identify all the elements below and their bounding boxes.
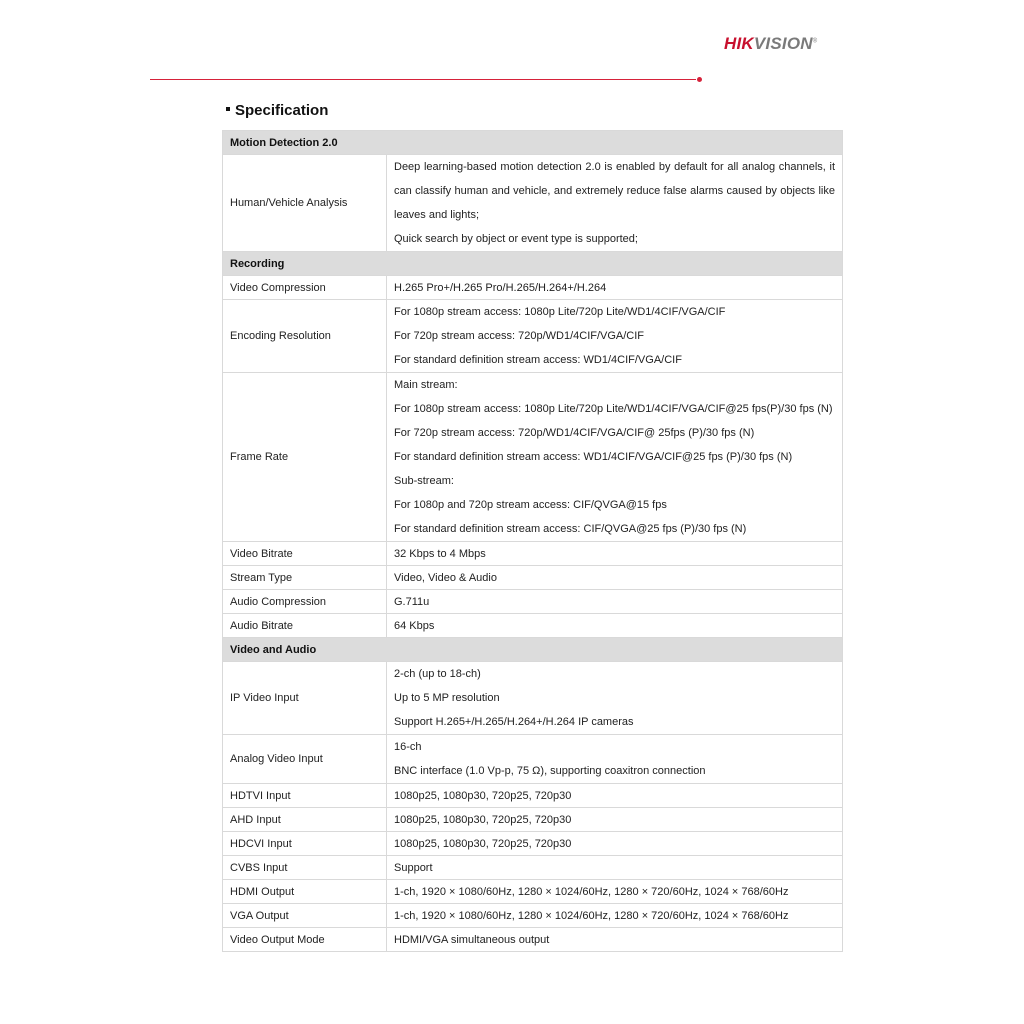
- row-label: VGA Output: [223, 904, 387, 928]
- row-label: IP Video Input: [223, 662, 387, 735]
- specification-table: [222, 130, 843, 952]
- row-value: 1080p25, 1080p30, 720p25, 720p30: [387, 808, 843, 832]
- row-label: Encoding Resolution: [223, 300, 387, 373]
- table-row: [223, 856, 843, 880]
- hikvision-logo: HIKVISION®: [724, 34, 818, 53]
- table-row: [223, 784, 843, 808]
- row-value: 64 Kbps: [387, 614, 843, 638]
- row-value: 1080p25, 1080p30, 720p25, 720p30: [387, 832, 843, 856]
- page-title: Specification: [226, 102, 328, 119]
- row-value: 2-ch (up to 18-ch) Up to 5 MP resolution Support H.265+/H.265/H.264+/H.264 IP cameras: [387, 662, 843, 735]
- table-row: [223, 155, 843, 252]
- row-label: CVBS Input: [223, 856, 387, 880]
- row-label: Video Bitrate: [223, 542, 387, 566]
- table-row: [223, 373, 843, 542]
- row-value: Deep learning-based motion detection 2.0 is enabled by default for all analog channels, it can classify human and vehicle, and extremely reduce false alarms caused by objects like leaves and lights; Quick search by object or event type is supported;: [387, 155, 843, 252]
- row-value: HDMI/VGA simultaneous output: [387, 928, 843, 952]
- row-value: H.265 Pro+/H.265 Pro/H.265/H.264+/H.264: [387, 276, 843, 300]
- table-row: [223, 542, 843, 566]
- row-value: G.711u: [387, 590, 843, 614]
- table-row: [223, 276, 843, 300]
- row-label: Audio Bitrate: [223, 614, 387, 638]
- row-label: Analog Video Input: [223, 735, 387, 784]
- row-label: Frame Rate: [223, 373, 387, 542]
- section-header-video-audio: Video and Audio: [223, 638, 843, 662]
- row-value: 32 Kbps to 4 Mbps: [387, 542, 843, 566]
- header-divider-dot: [697, 77, 702, 82]
- bullet-icon: [226, 107, 230, 111]
- table-row: [223, 300, 843, 373]
- row-value: For 1080p stream access: 1080p Lite/720p Lite/WD1/4CIF/VGA/CIF For 720p stream access: 720p/WD1/4CIF/VGA/CIF For standard definition stream access: WD1/4CIF/VGA/CIF: [387, 300, 843, 373]
- row-value: 1-ch, 1920 × 1080/60Hz, 1280 × 1024/60Hz, 1280 × 720/60Hz, 1024 × 768/60Hz: [387, 880, 843, 904]
- row-label: Stream Type: [223, 566, 387, 590]
- row-value: 16-ch BNC interface (1.0 Vp-p, 75 Ω), supporting coaxitron connection: [387, 735, 843, 784]
- row-label: Audio Compression: [223, 590, 387, 614]
- row-label: Video Output Mode: [223, 928, 387, 952]
- row-value: 1080p25, 1080p30, 720p25, 720p30: [387, 784, 843, 808]
- row-label: HDTVI Input: [223, 784, 387, 808]
- row-value: 1-ch, 1920 × 1080/60Hz, 1280 × 1024/60Hz, 1280 × 720/60Hz, 1024 × 768/60Hz: [387, 904, 843, 928]
- table-row: [223, 832, 843, 856]
- row-label: HDMI Output: [223, 880, 387, 904]
- table-row: [223, 566, 843, 590]
- table-row: [223, 735, 843, 784]
- row-value: Main stream: For 1080p stream access: 1080p Lite/720p Lite/WD1/4CIF/VGA/CIF@25 fps(P)/30 fps (N) For 720p stream access: 720p/WD1/4CIF/VGA/CIF@ 25fps (P)/30 fps (N) For standard definition stream access: WD1/4CIF/VGA/CIF@25 fps (P)/30 fps (N) Sub-stream: For 1080p and 720p stream access: CIF/QVGA@15 fps For standard definition stream access: CIF/QVGA@25 fps (P)/30 fps (N): [387, 373, 843, 542]
- row-label: Video Compression: [223, 276, 387, 300]
- section-header-motion: Motion Detection 2.0: [223, 131, 843, 155]
- table-row: [223, 808, 843, 832]
- table-row: [223, 904, 843, 928]
- table-row: [223, 590, 843, 614]
- row-value: Video, Video & Audio: [387, 566, 843, 590]
- header-divider: [150, 79, 696, 80]
- table-row: [223, 614, 843, 638]
- section-header-recording: Recording: [223, 252, 843, 276]
- table-row: [223, 662, 843, 735]
- row-label: HDCVI Input: [223, 832, 387, 856]
- row-value: Support: [387, 856, 843, 880]
- row-label: AHD Input: [223, 808, 387, 832]
- table-row: [223, 928, 843, 952]
- table-row: [223, 880, 843, 904]
- row-label: Human/Vehicle Analysis: [223, 155, 387, 252]
